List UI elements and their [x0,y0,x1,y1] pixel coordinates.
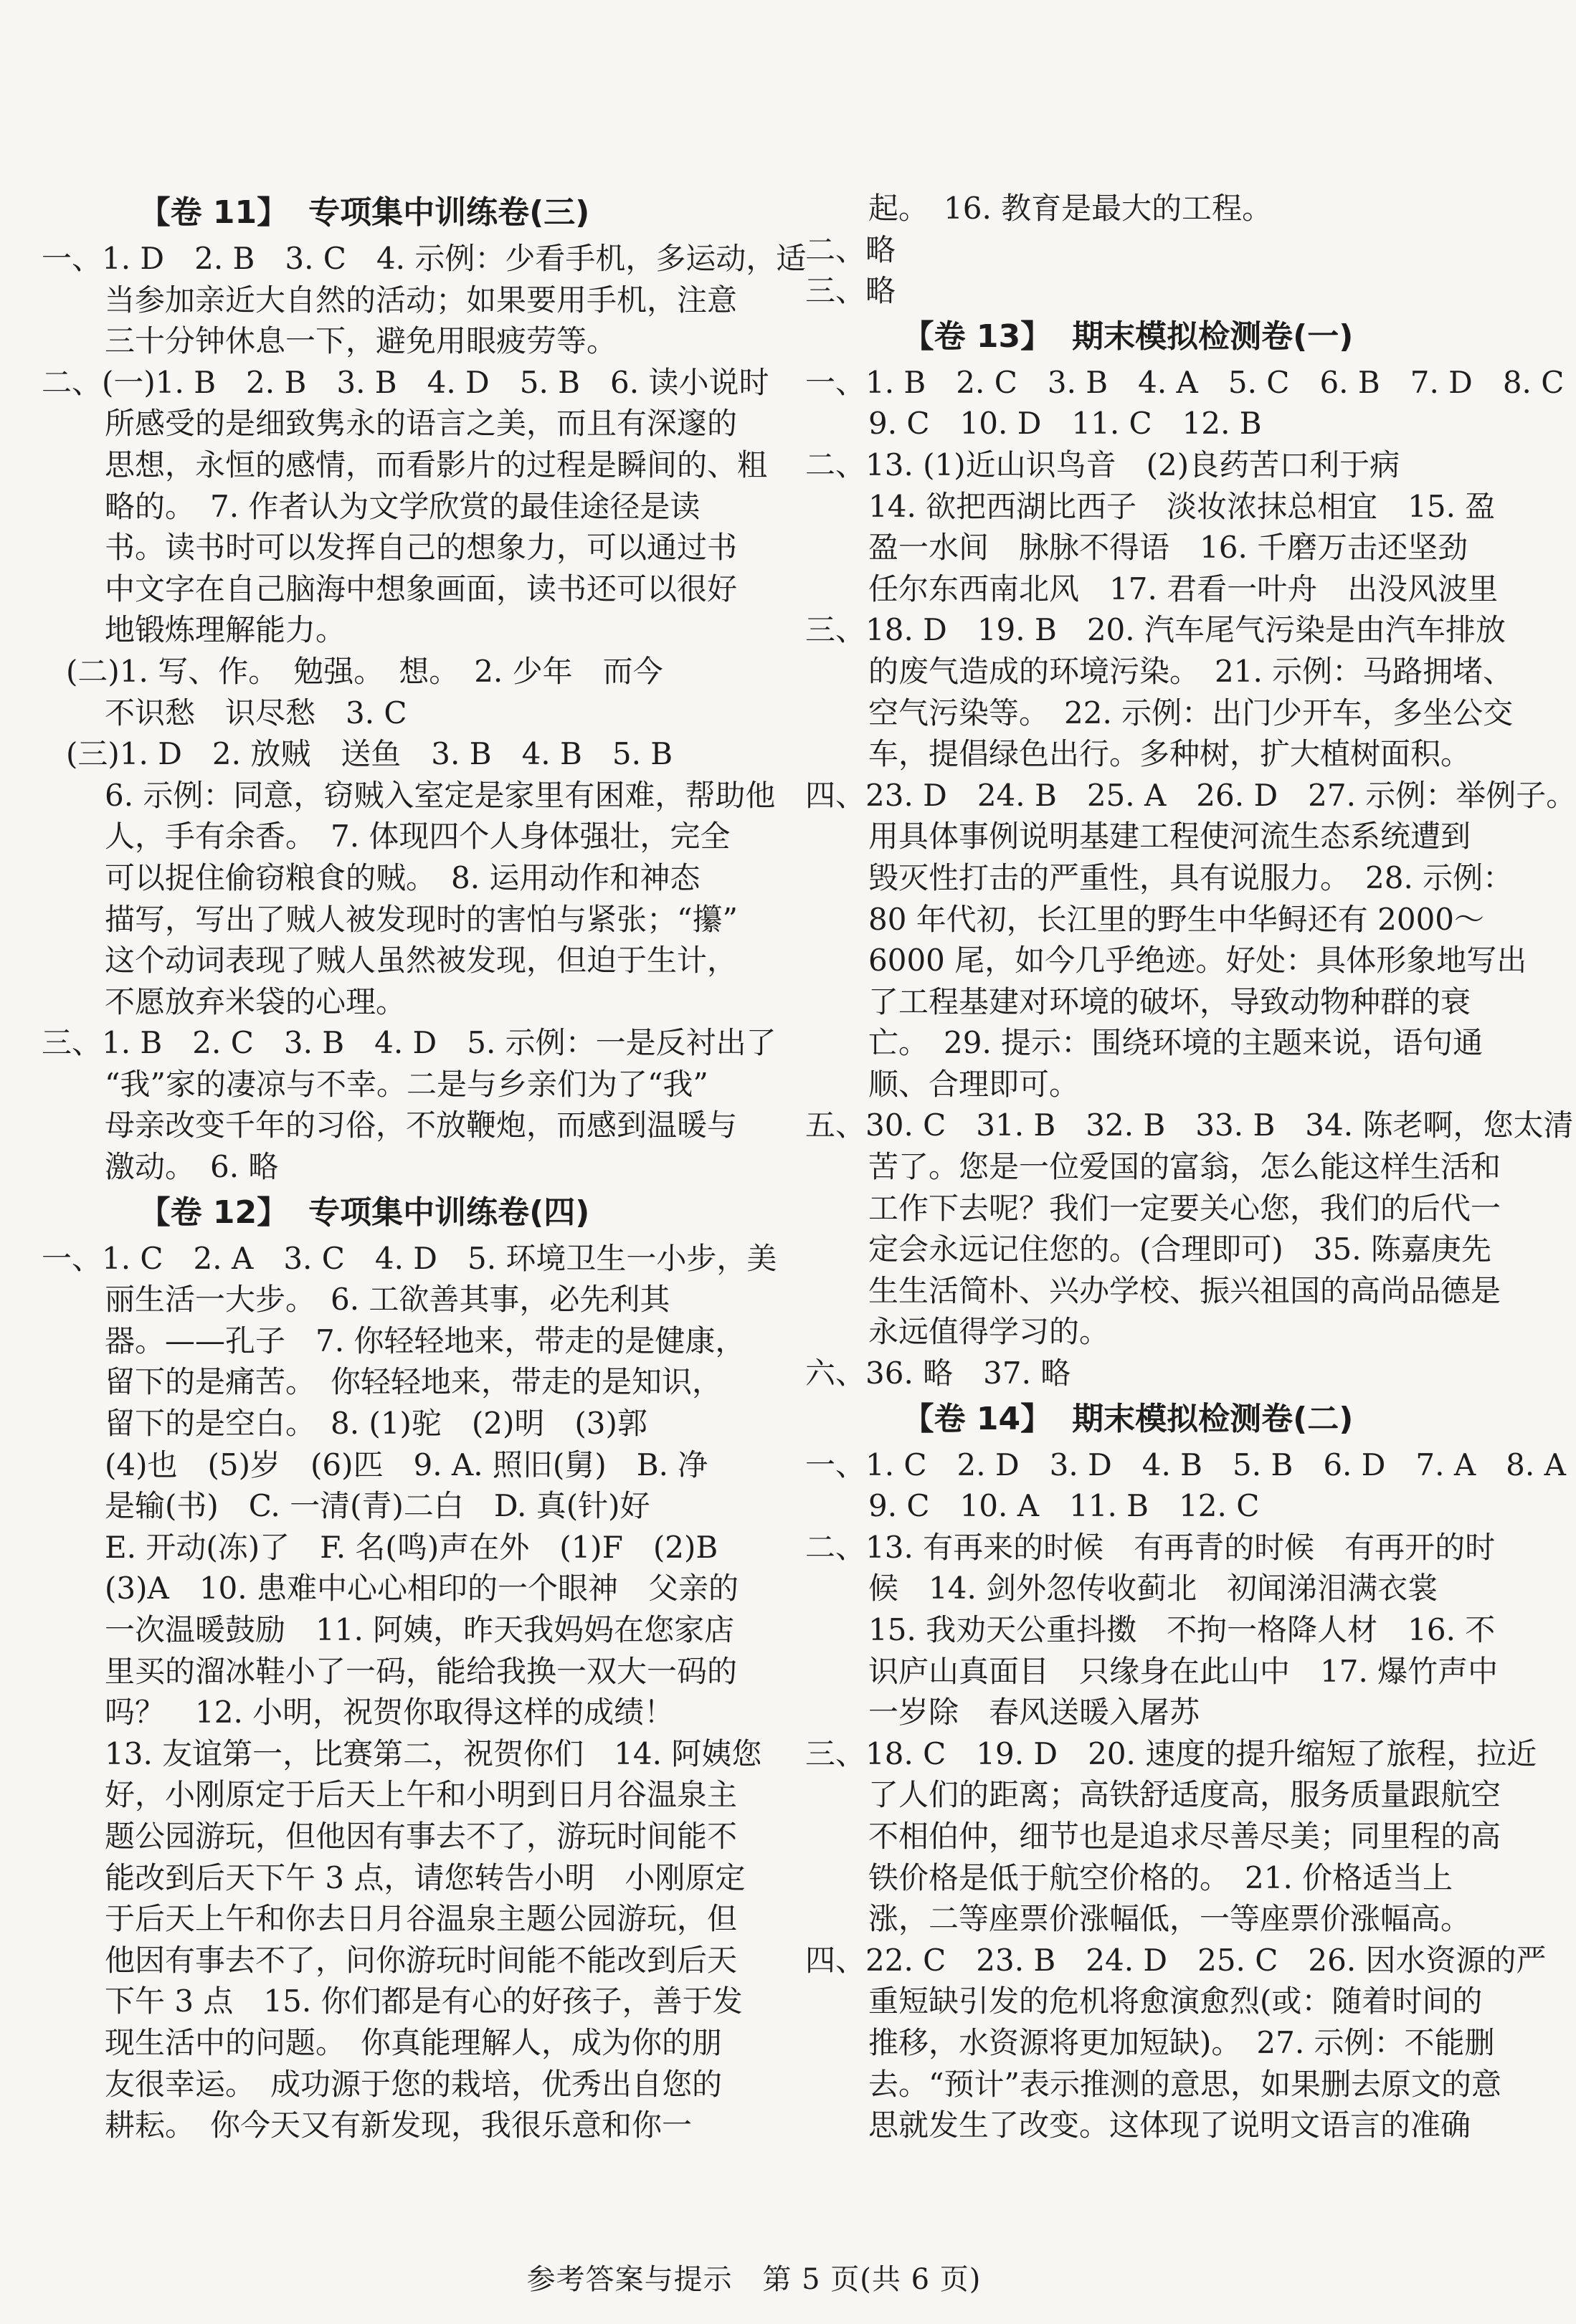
answer-line: 9. C 10. D 11. C 12. B [868,406,1262,442]
answer-line: 留下的是空白。 8. (1)驼 (2)明 (3)郭 [105,1406,647,1442]
answer-line: 亡。 29. 提示：围绕环境的主题来说，语句通 [868,1025,1484,1061]
answer-line: 了工程基建对环境的破坏，导致动物种群的衰 [868,984,1471,1019]
answer-line: 他因有事去不了，问你游玩时间能不能改到后天 [105,1942,738,1978]
answer-line: 留下的是痛苦。 你轻轻地来，带走的是知识， [105,1364,723,1400]
answer-line: 80 年代初，长江里的野生中华鲟还有 2000～ [868,901,1485,937]
section-title: 期末模拟检测卷(二) [1072,1400,1354,1437]
section-heading [805,1396,1451,1442]
answer-line: 去。“预计”表示推测的意思，如果删去原文的意 [868,2066,1501,2102]
answer-line: 二、(一)1. B 2. B 3. B 4. D 5. B 6. 读小说时 [42,364,769,400]
answer-line: 起。 16. 教育是最大的工程。 [868,191,1273,226]
left-column [42,188,807,2146]
footer-title: 参考答案与提示 [526,2263,733,2296]
answer-line: 所感受的是细致隽永的语言之美，而且有深邃的 [105,406,738,442]
answer-line: 不识愁 识尽愁 3. C [105,695,407,730]
answer-line: 苦了。您是一位爱国的富翁，怎么能这样生活和 [868,1149,1501,1185]
section-tag: 【卷 13】 [902,318,1053,355]
footer-page-number: 第 5 页(共 6 页) [762,2263,982,2296]
answer-line: 6000 尾，如今几乎绝迹。好处：具体形象地写出 [868,943,1527,978]
answer-line: 三、18. D 19. B 20. 汽车尾气污染是由汽车排放 [805,612,1506,648]
answer-line: 一、1. B 2. C 3. B 4. A 5. C 6. B 7. D 8. C [805,364,1565,400]
section-tag: 【卷 12】 [138,1194,289,1231]
answer-line: 涨，二等座票价涨幅低，一等座票价涨幅高。 [868,1901,1471,1937]
section-heading [42,1190,687,1236]
answer-line: 里买的溜冰鞋小了一码，能给我换一双大一码的 [105,1653,738,1689]
answer-line: 永远值得学习的。 [868,1314,1110,1350]
section-title: 专项集中训练卷(三) [308,194,590,231]
answer-line: 四、22. C 23. B 24. D 25. C 26. 因水资源的严 [805,1942,1547,1978]
answer-line: 生生活简朴、兴办学校、振兴祖国的高尚品德是 [868,1272,1501,1308]
answer-line: 一、1. C 2. A 3. C 4. D 5. 环境卫生一小步，美 [42,1240,777,1276]
answer-line: 15. 我劝天公重抖擞 不拘一格降人材 16. 不 [868,1612,1496,1647]
answer-line: 友很幸运。 成功源于您的栽培，优秀出自您的 [105,2066,723,2102]
answer-line: 候 14. 剑外忽传收蓟北 初闻涕泪满衣裳 [868,1571,1438,1606]
answer-line: 定会永远记住您的。(合理即可) 35. 陈嘉庚先 [868,1232,1491,1267]
answer-line: 毁灭性打击的严重性，具有说服力。 28. 示例： [868,859,1514,895]
section-heading [805,314,1451,360]
answer-line: 地锻炼理解能力。 [105,612,346,648]
answer-line: 书。读书时可以发挥自己的想象力，可以通过书 [105,530,738,566]
answer-line: 用具体事例说明基建工程使河流生态系统遭到 [868,819,1471,854]
answer-line: 可以捉住偷窃粮食的贼。 8. 运用动作和神态 [105,859,701,895]
answer-line: 下午 3 点 15. 你们都是有心的好孩子，善于发 [105,1984,743,2019]
answer-line: 思想，永恒的感情，而看影片的过程是瞬间的、粗 [105,447,768,482]
answer-line: 三、1. B 2. C 3. B 4. D 5. 示例：一是反衬出了 [42,1025,777,1061]
answer-line: (三)1. D 2. 放贼 送鱼 3. B 4. B 5. B [66,736,673,772]
answer-line: 的废气造成的环境污染。 21. 示例：马路拥堵、 [868,653,1514,689]
answer-line: 当参加亲近大自然的活动；如果要用手机，注意 [105,282,738,318]
answer-line: 略的。 7. 作者认为文学欣赏的最佳途径是读 [105,488,701,524]
right-column [805,188,1576,2146]
page-footer [0,2257,1508,2297]
answer-line: (二)1. 写、作。 勉强。 想。 2. 少年 而今 [66,653,663,689]
answer-line: 耕耘。 你今天又有新发现，我很乐意和你一 [105,2108,693,2143]
answer-line: 五、30. C 31. B 32. B 33. B 34. 陈老啊，您太清 [805,1108,1574,1143]
answer-line: 于后天上午和你去日月谷温泉主题公园游玩，但 [105,1901,738,1937]
answer-line: 14. 欲把西湖比西子 淡妆浓抹总相宜 15. 盈 [868,488,1496,524]
answer-line: 车，提倡绿色出行。多种树，扩大植树面积。 [868,736,1471,772]
answer-line: 思就发生了改变。这体现了说明文语言的准确 [868,2108,1471,2143]
answer-line: 母亲改变千年的习俗，不放鞭炮，而感到温暖与 [105,1108,738,1143]
answer-line: 空气污染等。 22. 示例：出门少开车，多坐公交 [868,695,1514,730]
section-tag: 【卷 14】 [902,1400,1053,1437]
answer-line: 这个动词表现了贼人虽然被发现，但迫于生计， [105,943,738,978]
answer-line: 顺、合理即可。 [868,1066,1080,1102]
answer-line: 器。——孔子 7. 你轻轻地来，带走的是健康， [105,1323,746,1358]
answer-line: 不愿放弃米袋的心理。 [105,984,407,1019]
answer-line: 三、略 [805,273,896,309]
section-heading [42,190,687,236]
section-title: 专项集中训练卷(四) [308,1194,590,1231]
answer-line: 6. 示例：同意，窃贼入室定是家里有困难，帮助他 [105,777,776,813]
answer-line: 中文字在自己脑海中想象画面，读书还可以很好 [105,571,738,606]
answer-line: 二、略 [805,232,896,267]
answer-line: (3)A 10. 患难中心心相印的一个眼神 父亲的 [105,1571,739,1606]
answer-line: 一次温暖鼓励 11. 阿姨，昨天我妈妈在您家店 [105,1612,735,1647]
section-tag: 【卷 11】 [138,194,289,231]
answer-line: 描写，写出了贼人被发现时的害怕与紧张；“攥” [105,901,738,937]
answer-line: 任尔东西南北风 17. 君看一叶舟 出没风波里 [868,571,1499,606]
answer-line: 一、1. D 2. B 3. C 4. 示例：少看手机，多运动，适 [42,241,807,276]
answer-line: 一、1. C 2. D 3. D 4. B 5. B 6. D 7. A 8. A [805,1447,1566,1482]
answer-line: 不相伯仲，细节也是追求尽善尽美；同里程的高 [868,1818,1501,1854]
answer-line: 能改到后天下午 3 点，请您转告小明 小刚原定 [105,1859,746,1895]
answer-line: 二、13. 有再来的时候 有再青的时候 有再开的时 [805,1529,1496,1565]
answer-line: 推移，水资源将更加短缺)。 27. 示例：不能删 [868,2024,1495,2060]
answer-line: 题公园游玩，但他因有事去不了，游玩时间能不 [105,1818,738,1854]
answer-line: 人，手有余香。 7. 体现四个人身体强壮，完全 [105,819,731,854]
answer-line: 现生活中的问题。 你真能理解人，成为你的朋 [105,2024,723,2060]
answer-line: E. 开动(冻)了 F. 名(鸣)声在外 (1)F (2)B [105,1529,718,1565]
answer-line: 一岁除 春风送暖入屠苏 [868,1695,1200,1730]
answer-line: 六、36. 略 37. 略 [805,1356,1071,1391]
answer-line: 二、13. (1)近山识鸟音 (2)良药苦口利于病 [805,447,1400,482]
answer-line: 四、23. D 24. B 25. A 26. D 27. 示例：举例子。 [805,777,1576,813]
answer-line: 三、18. C 19. D 20. 速度的提升缩短了旅程，拉近 [805,1735,1537,1771]
answer-line: 重短缺引发的危机将愈演愈烈(或：随着时间的 [868,1984,1483,2019]
answer-line: 盈一水间 脉脉不得语 16. 千磨万击还坚劲 [868,530,1468,566]
answer-line: 9. C 10. A 11. B 12. C [868,1488,1260,1524]
answer-line: 激动。 6. 略 [105,1149,279,1185]
answer-line: 识庐山真面目 只缘身在此山中 17. 爆竹声中 [868,1653,1499,1689]
answer-line: (4)也 (5)岁 (6)匹 9. A. 照旧(舅) B. 净 [105,1447,708,1482]
answer-line: 丽生活一大步。 6. 工欲善其事，必先利其 [105,1282,670,1318]
answer-line: 13. 友谊第一，比赛第二，祝贺你们 14. 阿姨您 [105,1735,762,1771]
answer-line: 铁价格是低于航空价格的。 21. 价格适当上 [868,1859,1453,1895]
answer-line: 了人们的距离；高铁舒适度高，服务质量跟航空 [868,1777,1501,1813]
section-title: 期末模拟检测卷(一) [1072,318,1354,355]
answer-line: 三十分钟休息一下，避免用眼疲劳等。 [105,323,617,359]
answer-line: 是输(书) C. 一清(青)二白 D. 真(针)好 [105,1488,650,1524]
answer-line: 吗？ 12. 小明，祝贺你取得这样的成绩！ [105,1695,675,1730]
answer-line: 工作下去呢？我们一定要关心您，我们的后代一 [868,1190,1501,1226]
answer-line: “我”家的凄凉与不幸。二是与乡亲们为了“我” [105,1066,708,1102]
answer-line: 好，小刚原定于后天上午和小明到日月谷温泉主 [105,1777,738,1813]
